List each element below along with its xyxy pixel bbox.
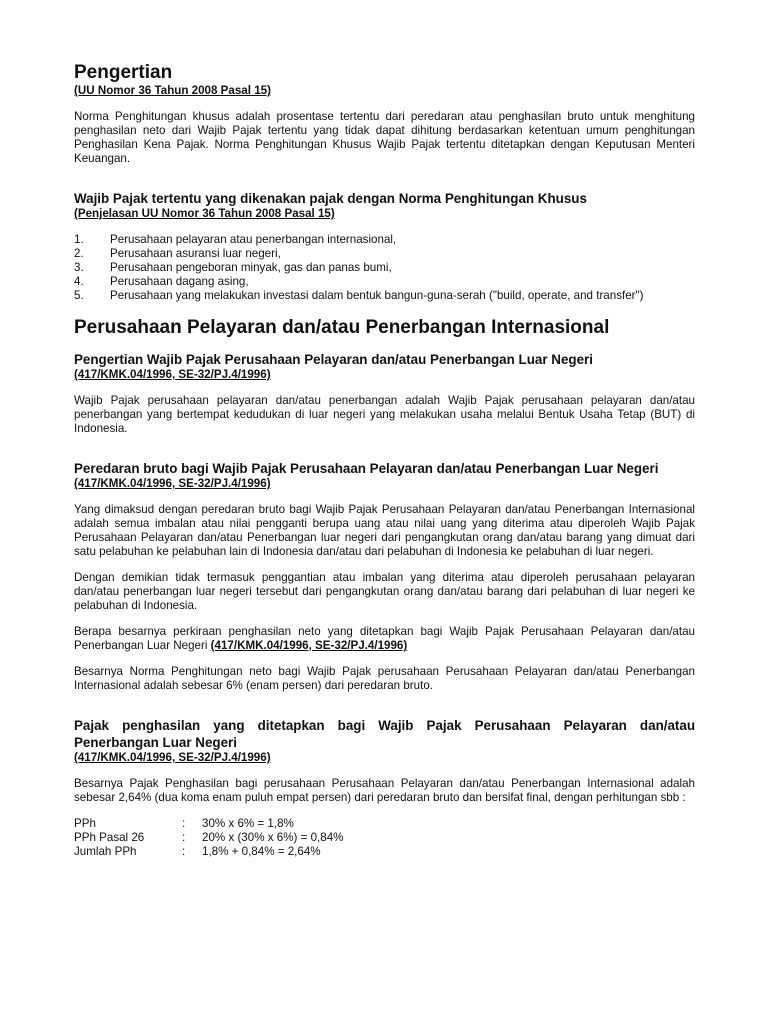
list-item-text: Perusahaan yang melakukan investasi dalam bentuk bangun-guna-serah ("build, operate, and transfer") bbox=[110, 289, 644, 302]
list-item-number: 5. bbox=[74, 289, 84, 302]
list-item bbox=[74, 261, 695, 275]
calc-separator: : bbox=[182, 845, 186, 858]
paragraph-net-income-question bbox=[74, 625, 695, 653]
list-item bbox=[74, 233, 695, 247]
calc-separator: : bbox=[182, 817, 186, 830]
section-title-pelayaran-penerbangan: Perusahaan Pelayaran dan/atau Penerbangan Internasional bbox=[74, 317, 610, 338]
calc-label: Jumlah PPh bbox=[74, 845, 137, 858]
list-item-number: 2. bbox=[74, 247, 84, 260]
calc-label: PPh bbox=[74, 817, 96, 830]
section-title-pengertian: Pengertian bbox=[74, 62, 173, 83]
list-item-number: 3. bbox=[74, 261, 84, 274]
paragraph-definition-shipping: Wajib Pajak perusahaan pelayaran dan/atau penerbangan adalah Wajib Pajak perusahaan pelayaran dan/atau penerbangan yang bertempat kedudukan di luar negeri yang melakukan usaha melalui Bentuk Usaha Tetap (BUT) di Indonesia. bbox=[74, 394, 695, 435]
list-item bbox=[74, 289, 695, 303]
section-title-wajib-pajak-tertentu: Wajib Pajak tertentu yang dikenakan pajak dengan Norma Penghitungan Khusus bbox=[74, 191, 587, 206]
calc-separator: : bbox=[182, 831, 186, 844]
paragraph-gross-revenue: Yang dimaksud dengan peredaran bruto bagi Wajib Pajak Perusahaan Pelayaran dan/atau Penerbangan Internasional adalah semua imbalan atau nilai pengganti berupa uang atau nilai uang yang diterima atau diperoleh Wajib Pajak Perusahaan Pelayaran dan/atau Penerbangan luar negeri dari pengangkutan orang dan/atau barang yang dimuat dari satu pelabuhan ke pelabuhan lain di Indonesia dan/atau dari pelabuhan di Indonesia ke pelabuhan di luar negeri. bbox=[74, 503, 695, 558]
paragraph-income-tax: Besarnya Pajak Penghasilan bagi perusahaan Perusahaan Pelayaran dan/atau Penerbangan Internasional adalah sebesar 2,64% (dua koma enam puluh empat persen) dari peredaran bruto dan bersifat final, dengan perhitungan sbb : bbox=[74, 777, 695, 804]
legal-reference: (417/KMK.04/1996, SE-32/PJ.4/1996) bbox=[210, 639, 408, 652]
legal-reference: (UU Nomor 36 Tahun 2008 Pasal 15) bbox=[74, 84, 271, 97]
paragraph-exclusion: Dengan demikian tidak termasuk penggantian atau imbalan yang diterima atau diperoleh perusahaan pelayaran dan/atau penerbangan luar negeri tersebut dari pengangkutan orang dan/atau barang dari pelabuhan di luar negeri ke pelabuhan di Indonesia. bbox=[74, 571, 695, 612]
table-row bbox=[74, 817, 343, 831]
document-page bbox=[74, 62, 695, 859]
table-row bbox=[74, 831, 343, 845]
list-item-text: Perusahaan pengeboran minyak, gas dan panas bumi, bbox=[110, 261, 392, 274]
section-title-peredaran-bruto: Peredaran bruto bagi Wajib Pajak Perusahaan Pelayaran dan/atau Penerbangan Luar Negeri bbox=[74, 461, 659, 476]
legal-reference: (417/KMK.04/1996, SE-32/PJ.4/1996) bbox=[74, 368, 271, 381]
list-item-number: 4. bbox=[74, 275, 84, 288]
section-title-pengertian-wajib-pajak: Pengertian Wajib Pajak Perusahaan Pelayaran dan/atau Penerbangan Luar Negeri bbox=[74, 352, 593, 367]
legal-reference: (417/KMK.04/1996, SE-32/PJ.4/1996) bbox=[74, 477, 271, 490]
list-item-number: 1. bbox=[74, 233, 84, 246]
calc-value: 20% x (30% x 6%) = 0,84% bbox=[202, 831, 344, 844]
paragraph-norm-rate: Besarnya Norma Penghitungan neto bagi Wajib Pajak perusahaan Perusahaan Pelayaran dan/atau Penerbangan Internasional adalah sebesar 6% (enam persen) dari peredaran bruto. bbox=[74, 665, 695, 692]
calc-value: 30% x 6% = 1,8% bbox=[202, 817, 294, 830]
list-item bbox=[74, 247, 695, 261]
calc-value: 1,8% + 0,84% = 2,64% bbox=[202, 845, 321, 858]
legal-reference: (Penjelasan UU Nomor 36 Tahun 2008 Pasal 15) bbox=[74, 207, 335, 220]
list-item-text: Perusahaan asuransi luar negeri, bbox=[110, 247, 281, 260]
paragraph-definition: Norma Penghitungan khusus adalah prosentase tertentu dari peredaran atau penghasilan bruto untuk menghitung penghasilan neto dari Wajib Pajak tertentu yang tidak dapat dihitung berdasarkan ketentuan umum penghitungan Penghasilan Kena Pajak. Norma Penghitungan Khusus Wajib Pajak tertentu ditetapkan dengan Keputusan Menteri Keuangan. bbox=[74, 110, 695, 165]
calc-label: PPh Pasal 26 bbox=[74, 831, 145, 844]
table-row bbox=[74, 845, 343, 859]
list-item-text: Perusahaan pelayaran atau penerbangan internasional, bbox=[110, 233, 397, 246]
taxpayer-list bbox=[74, 233, 695, 303]
tax-calculation-table bbox=[74, 817, 343, 859]
legal-reference: (417/KMK.04/1996, SE-32/PJ.4/1996) bbox=[74, 751, 271, 764]
paragraph-text: Berapa besarnya perkiraan penghasilan neto yang ditetapkan bagi Wajib Pajak Perusahaan Pelayaran dan/atau Penerbangan Luar Negeri bbox=[74, 625, 695, 652]
list-item bbox=[74, 275, 695, 289]
list-item-text: Perusahaan dagang asing, bbox=[110, 275, 249, 288]
section-title-pajak-penghasilan: Pajak penghasilan yang ditetapkan bagi Wajib Pajak Perusahaan Pelayaran dan/atau Penerbangan Luar Negeri bbox=[74, 718, 695, 750]
